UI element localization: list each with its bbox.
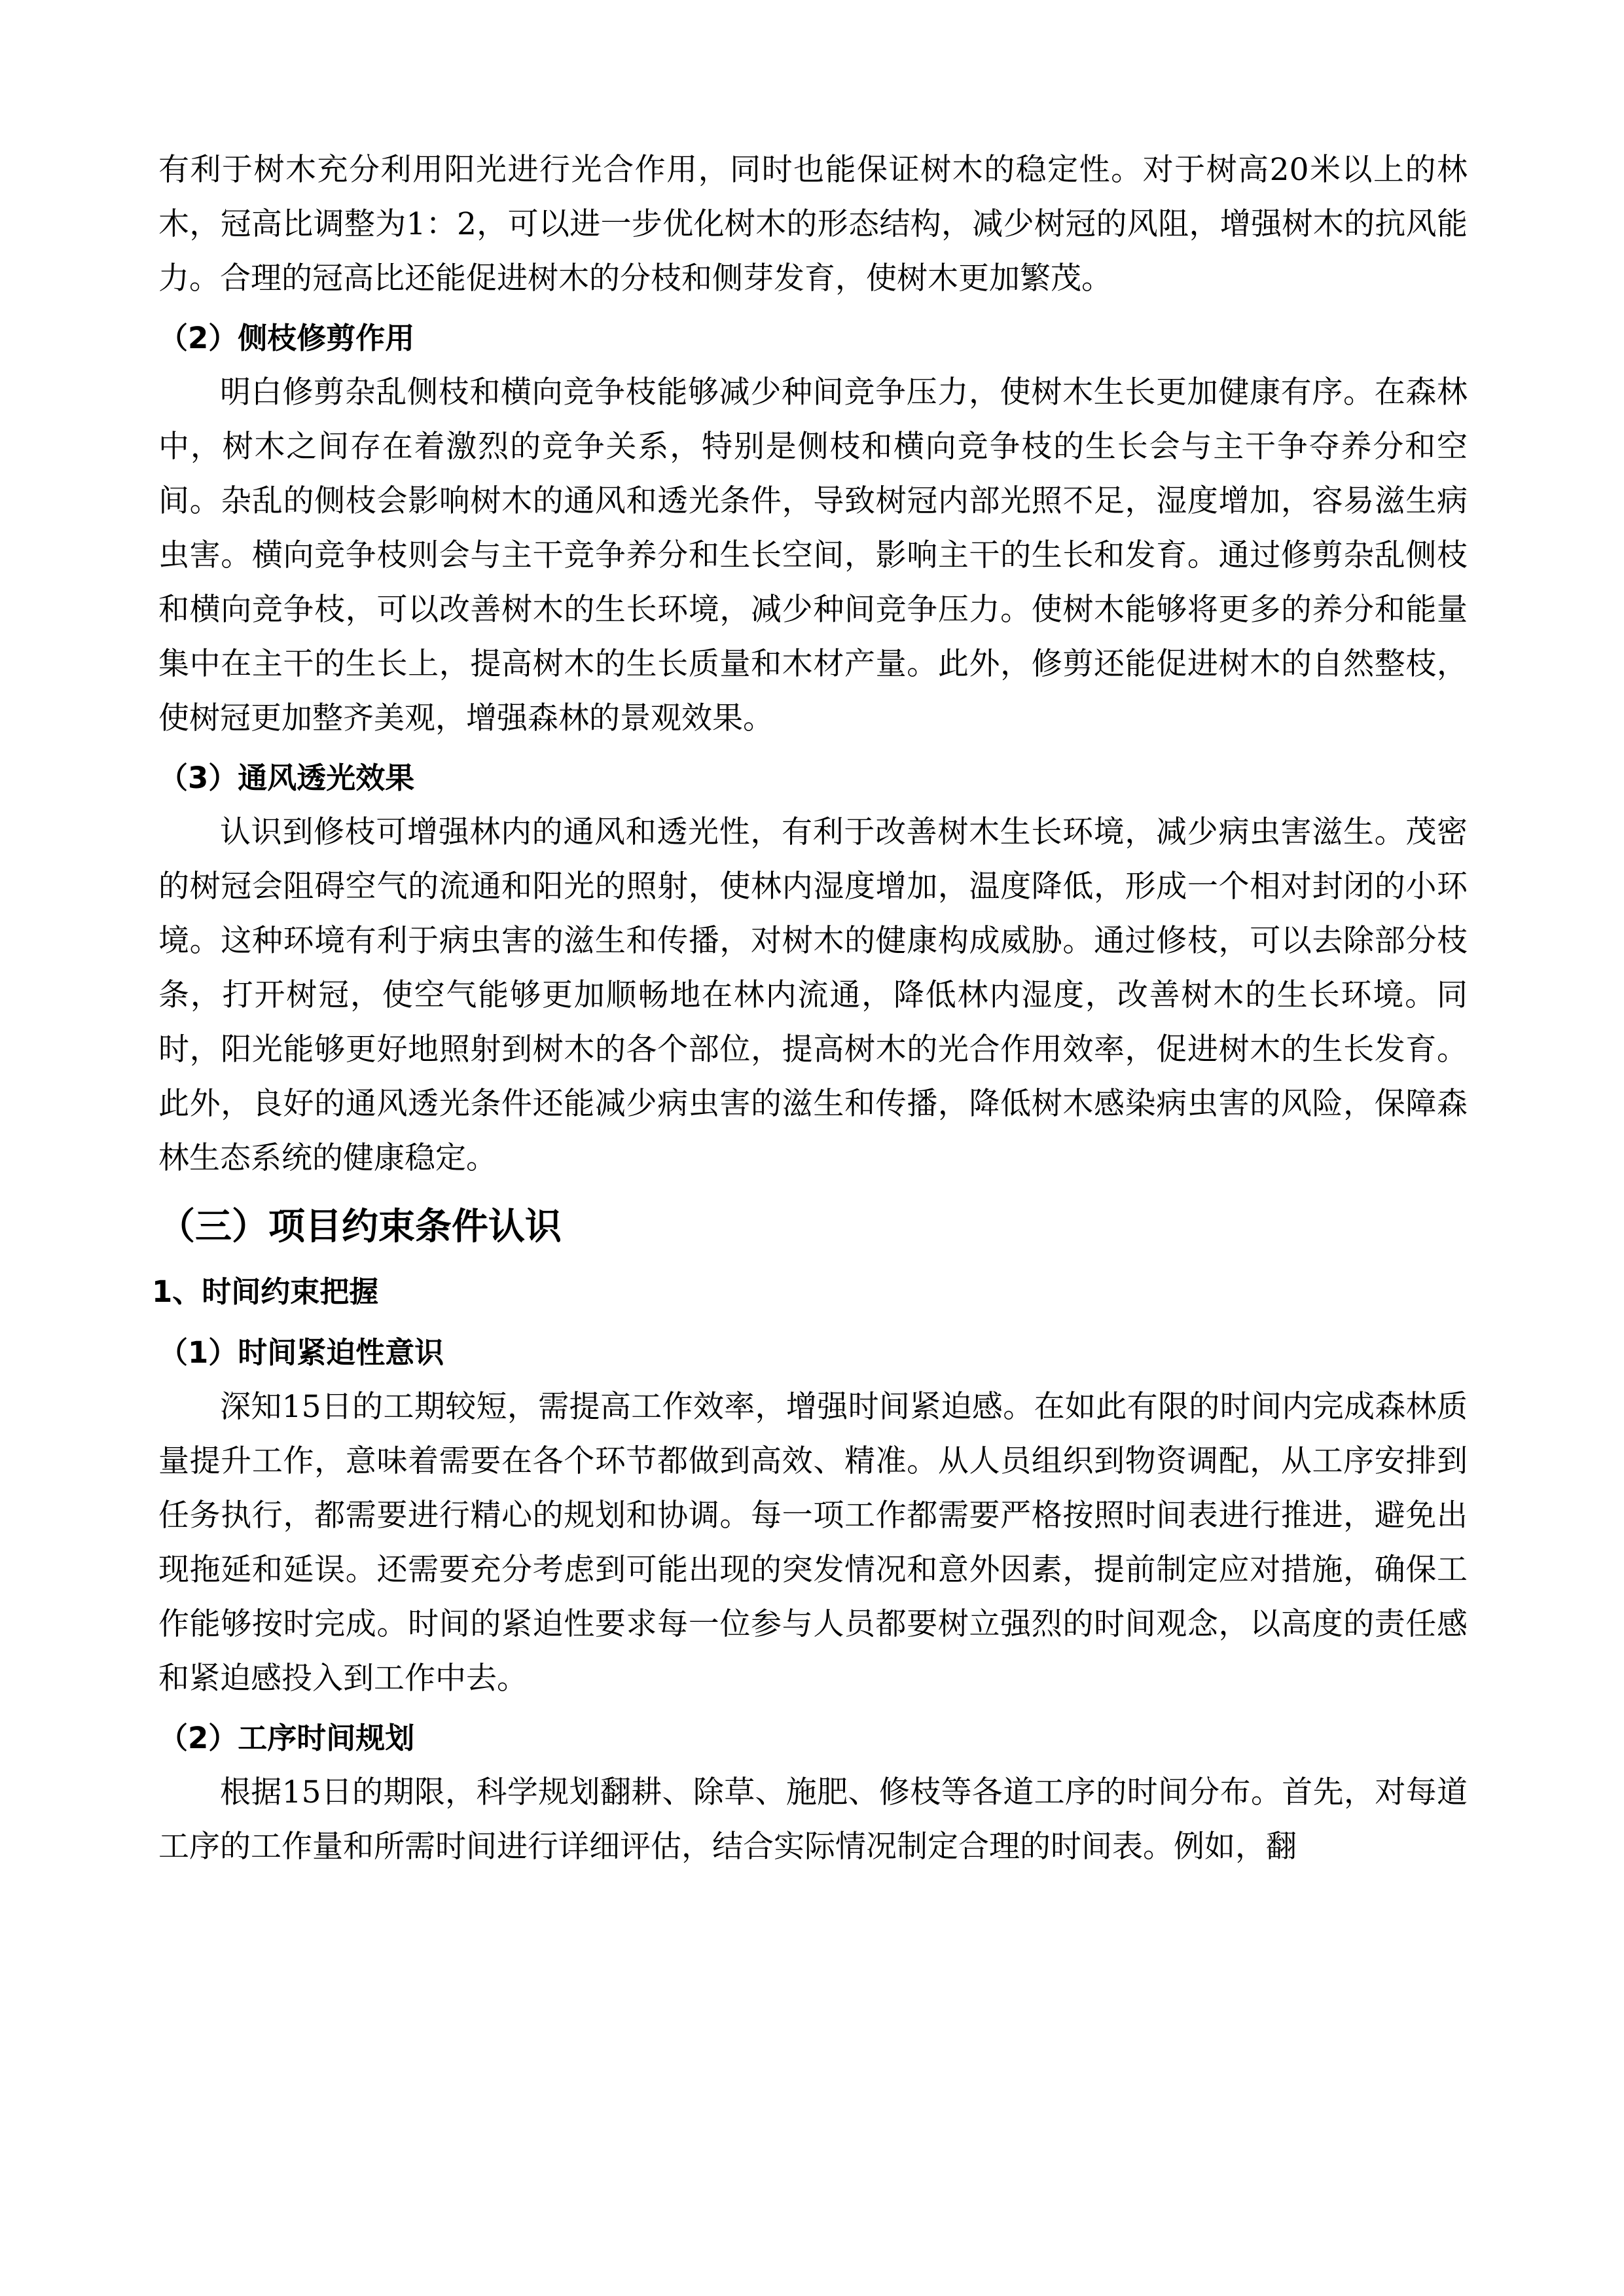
heading-process-planning: （2）工序时间规划 [158,1721,415,1755]
paragraph-lateral-pruning: 明白修剪杂乱侧枝和横向竞争枝能够减少种间竞争压力，使树木生长更加健康有序。在森林中，树木之间存在着激烈的竞争关系，特别是侧枝和横向竞争枝的生长会与主干争夺养分和空间。杂乱的侧枝会影响树木的通风和透光条件，导致树冠内部光照不足，湿度增加，容易滋生病虫害。横向竞争枝则会与主干竞争养分和生长空间，影响主干的生长和发育。通过修剪杂乱侧枝和横向竞争枝，可以改善树木的生长环境，减少种间竞争压力。使树木能够将更多的养分和能量集中在主干的生长上，提高树木的生长质量和木材产量。此外，修剪还能促进树木的自然整枝，使树冠更加整齐美观，增强森林的景观效果。 [158,374,1468,736]
heading-lateral-pruning: （2）侧枝修剪作用 [158,321,415,355]
heading-time-constraint: 1、时间约束把握 [152,1274,379,1309]
document-page [152,143,1468,1874]
paragraph-crown-ratio: 有利于树木充分利用阳光进行光合作用，同时也能保证树木的稳定性。对于树高20米以上的林木，冠高比调整为1：2，可以进一步优化树木的形态结构，减少树冠的风阻，增强树木的抗风能力。合理的冠高比还能促进树木的分枝和侧芽发育，使树木更加繁茂。 [158,152,1468,296]
heading-time-urgency: （1）时间紧迫性意识 [158,1335,444,1370]
paragraph-ventilation: 认识到修枝可增强林内的通风和透光性，有利于改善树木生长环境，减少病虫害滋生。茂密的树冠会阻碍空气的流通和阳光的照射，使林内湿度增加，温度降低，形成一个相对封闭的小环境。这种环境有利于病虫害的滋生和传播，对树木的健康构成威胁。通过修枝，可以去除部分枝条，打开树冠，使空气能够更加顺畅地在林内流通，降低林内湿度，改善树木的生长环境。同时，阳光能够更好地照射到树木的各个部位，提高树木的光合作用效率，促进树木的生长发育。此外，良好的通风透光条件还能减少病虫害的滋生和传播，降低树木感染病虫害的风险，保障森林生态系统的健康稳定。 [158,814,1468,1176]
paragraph-time-urgency: 深知15日的工期较短，需提高工作效率，增强时间紧迫感。在如此有限的时间内完成森林质量提升工作，意味着需要在各个环节都做到高效、精准。从人员组织到物资调配，从工序安排到任务执行，都需要进行精心的规划和协调。每一项工作都需要严格按照时间表进行推进，避免出现拖延和延误。还需要充分考虑到可能出现的突发情况和意外因素，提前制定应对措施，确保工作能够按时完成。时间的紧迫性要求每一位参与人员都要树立强烈的时间观念，以高度的责任感和紧迫感投入到工作中去。 [158,1389,1468,1696]
paragraph-process-planning: 根据15日的期限，科学规划翻耕、除草、施肥、修枝等各道工序的时间分布。首先，对每道工序的工作量和所需时间进行详细评估，结合实际情况制定合理的时间表。例如，翻 [158,1774,1468,1865]
heading-section-constraints: （三）项目约束条件认识 [158,1206,562,1248]
heading-ventilation: （3）通风透光效果 [158,761,415,795]
